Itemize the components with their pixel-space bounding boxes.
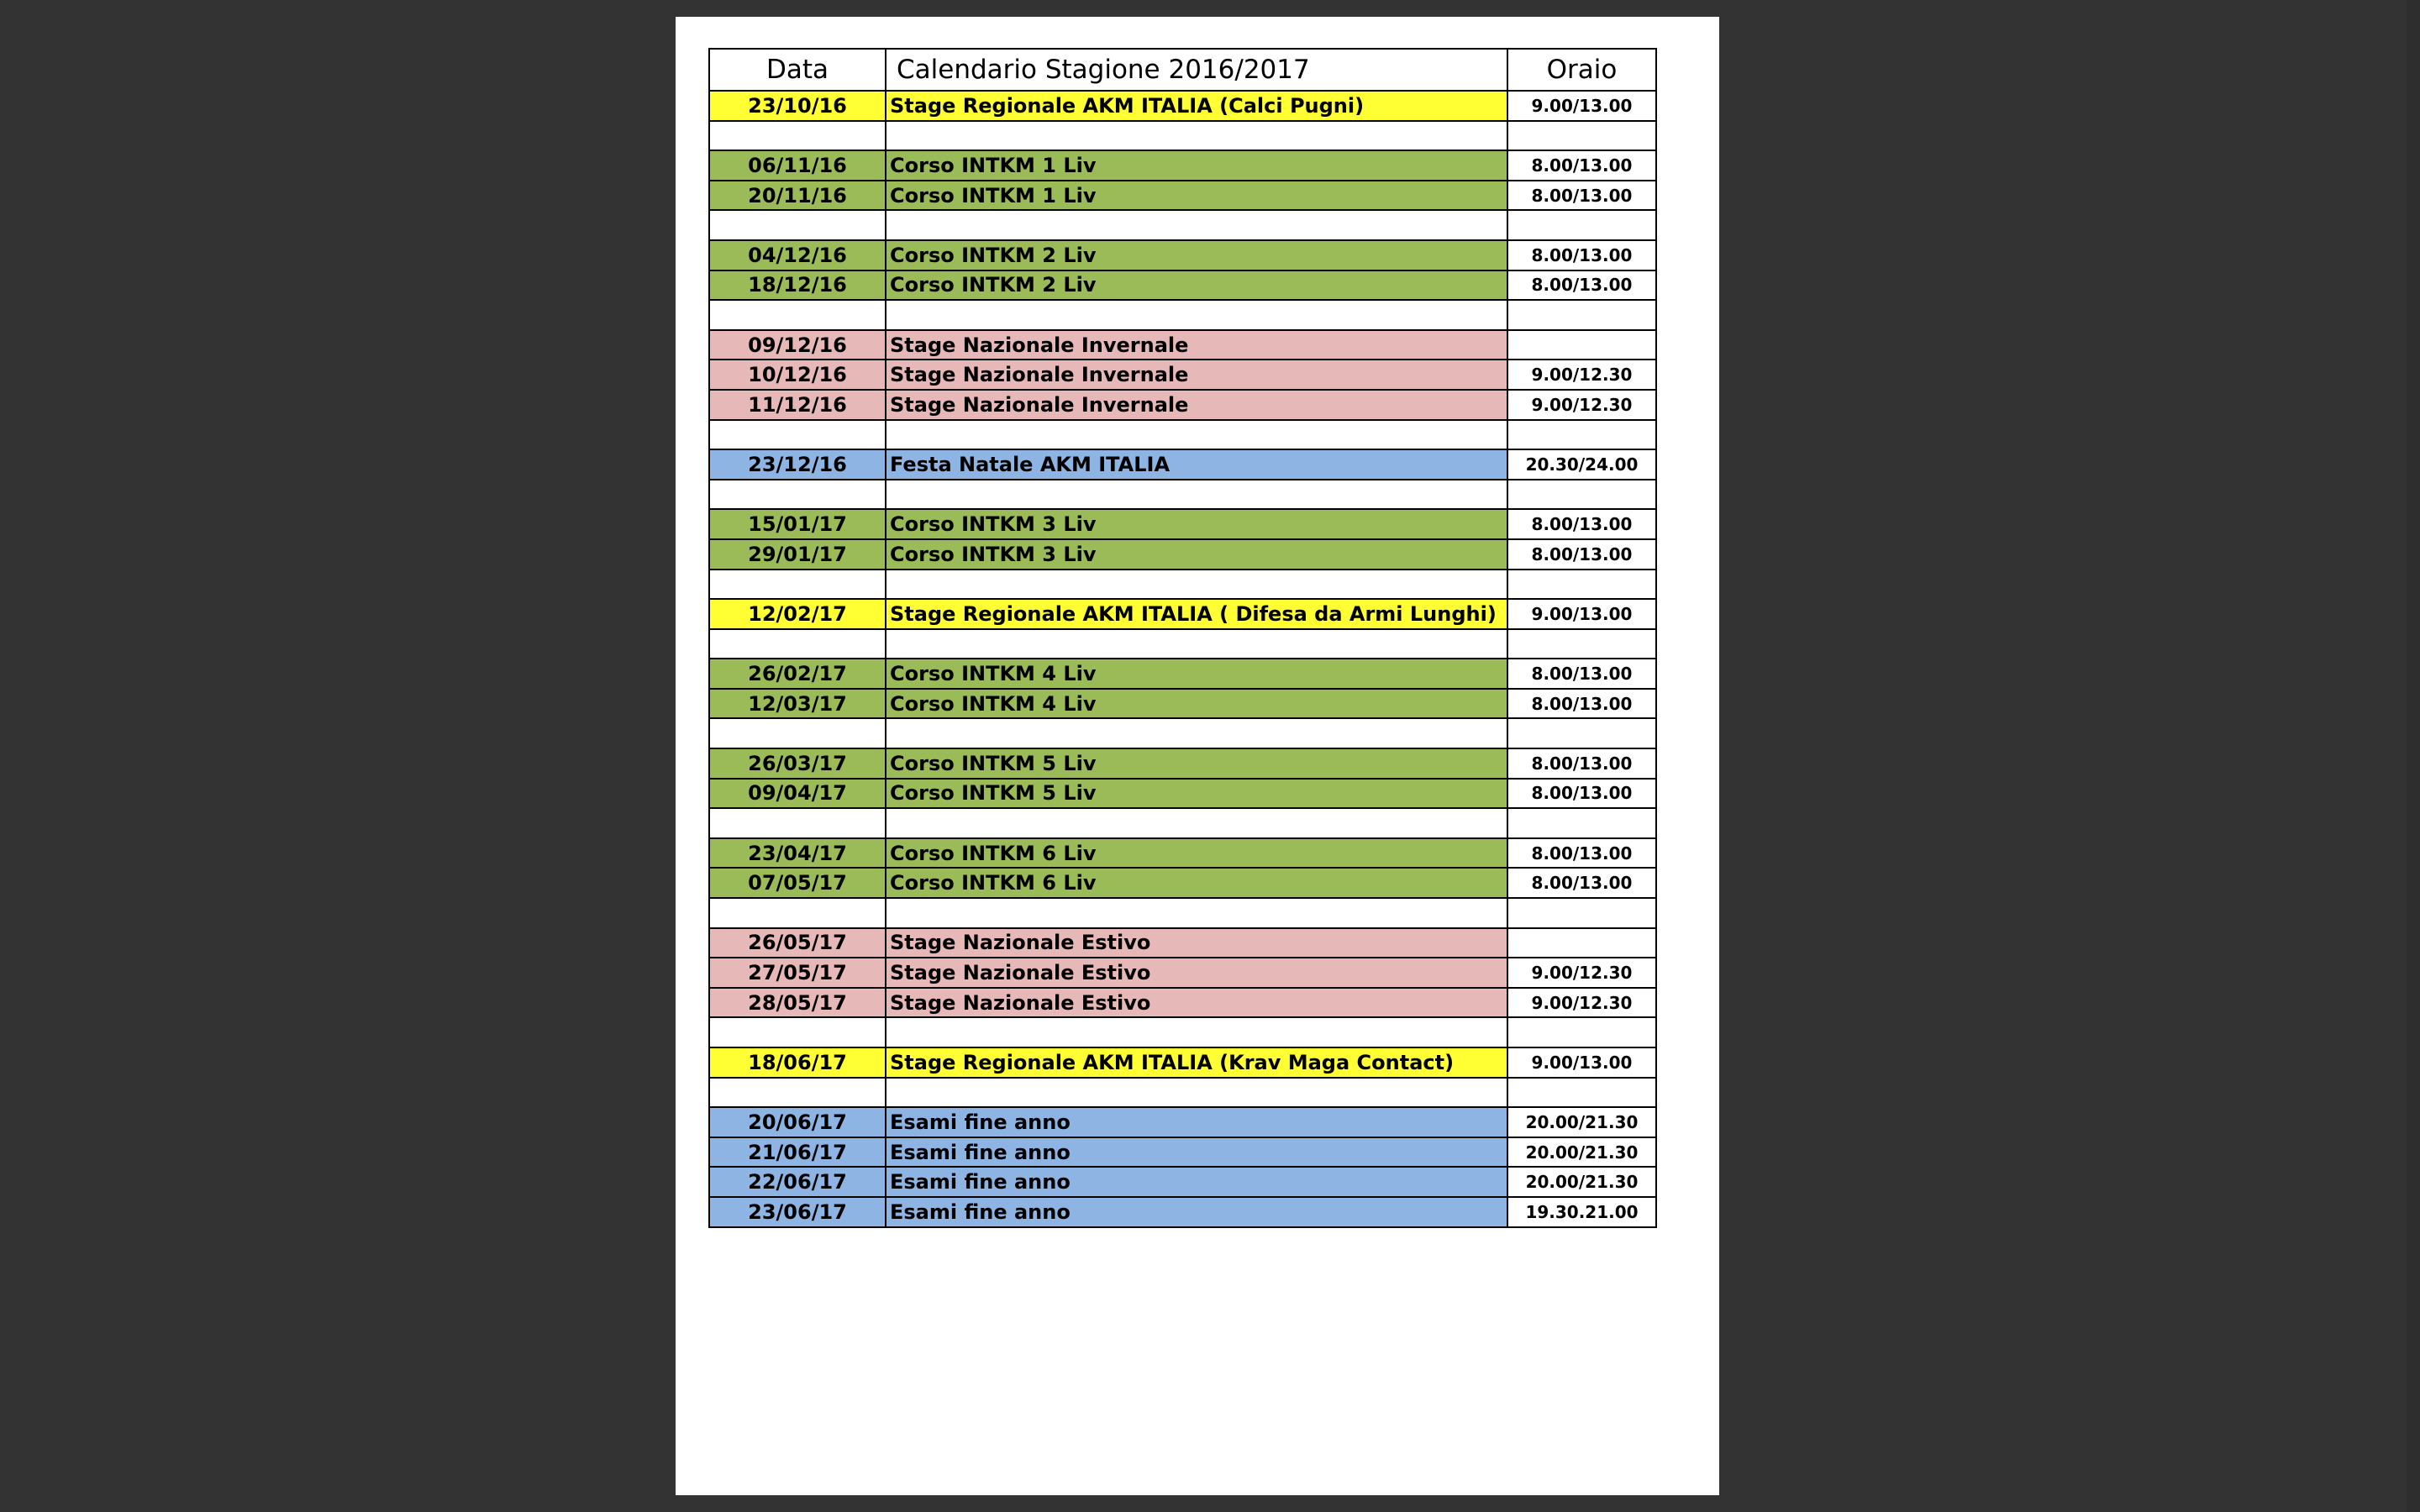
event-cell: Corso INTKM 3 Liv — [886, 539, 1507, 570]
time-cell: 8.00/13.00 — [1507, 868, 1656, 898]
table-row — [709, 928, 1656, 958]
date-cell: 29/01/17 — [709, 539, 886, 570]
table-row — [709, 330, 1656, 360]
time-cell: 8.00/13.00 — [1507, 270, 1656, 301]
header-row — [709, 49, 1656, 91]
spacer-row — [709, 300, 1656, 330]
date-cell: 23/12/16 — [709, 449, 886, 480]
time-cell — [1507, 1078, 1656, 1108]
date-cell — [709, 718, 886, 748]
date-cell — [709, 300, 886, 330]
event-cell — [886, 300, 1507, 330]
time-cell — [1507, 420, 1656, 450]
table-row — [709, 659, 1656, 689]
date-cell — [709, 898, 886, 928]
event-cell: Corso INTKM 6 Liv — [886, 868, 1507, 898]
event-cell: Corso INTKM 6 Liv — [886, 838, 1507, 869]
time-cell: 8.00/13.00 — [1507, 659, 1656, 689]
table-row — [709, 748, 1656, 779]
header-title: Calendario Stagione 2016/2017 — [886, 49, 1507, 91]
event-cell: Stage Nazionale Estivo — [886, 958, 1507, 988]
event-cell: Corso INTKM 5 Liv — [886, 779, 1507, 809]
time-cell: 20.00/21.30 — [1507, 1167, 1656, 1197]
spacer-row — [709, 121, 1656, 151]
calendar-table — [708, 48, 1657, 1228]
table-row — [709, 150, 1656, 181]
date-cell: 23/10/16 — [709, 91, 886, 121]
event-cell: Festa Natale AKM ITALIA — [886, 449, 1507, 480]
event-cell: Corso INTKM 4 Liv — [886, 689, 1507, 719]
table-row — [709, 360, 1656, 390]
time-cell: 9.00/12.30 — [1507, 390, 1656, 420]
table-row — [709, 838, 1656, 869]
event-cell: Esami fine anno — [886, 1137, 1507, 1168]
date-cell: 28/05/17 — [709, 988, 886, 1018]
event-cell — [886, 121, 1507, 151]
table-row — [709, 1137, 1656, 1168]
table-row — [709, 1167, 1656, 1197]
time-cell: 8.00/13.00 — [1507, 539, 1656, 570]
time-cell — [1507, 718, 1656, 748]
time-cell: 9.00/13.00 — [1507, 91, 1656, 121]
table-row — [709, 779, 1656, 809]
header-time: Oraio — [1507, 49, 1656, 91]
date-cell: 09/12/16 — [709, 330, 886, 360]
header-date: Data — [709, 49, 886, 91]
event-cell: Stage Nazionale Estivo — [886, 988, 1507, 1018]
time-cell: 9.00/12.30 — [1507, 988, 1656, 1018]
event-cell: Esami fine anno — [886, 1197, 1507, 1227]
time-cell: 8.00/13.00 — [1507, 779, 1656, 809]
table-row — [709, 539, 1656, 570]
date-cell — [709, 629, 886, 659]
time-cell: 8.00/13.00 — [1507, 240, 1656, 270]
date-cell: 27/05/17 — [709, 958, 886, 988]
event-cell — [886, 808, 1507, 838]
spacer-row — [709, 210, 1656, 240]
event-cell: Esami fine anno — [886, 1167, 1507, 1197]
table-row — [709, 390, 1656, 420]
event-cell: Corso INTKM 5 Liv — [886, 748, 1507, 779]
table-row — [709, 689, 1656, 719]
date-cell: 20/06/17 — [709, 1107, 886, 1137]
spacer-row — [709, 718, 1656, 748]
document-page — [676, 17, 1719, 1495]
date-cell: 07/05/17 — [709, 868, 886, 898]
table-row — [709, 1197, 1656, 1227]
time-cell — [1507, 300, 1656, 330]
time-cell — [1507, 1017, 1656, 1047]
event-cell — [886, 210, 1507, 240]
date-cell: 04/12/16 — [709, 240, 886, 270]
event-cell — [886, 480, 1507, 510]
spacer-row — [709, 1078, 1656, 1108]
event-cell: Stage Nazionale Invernale — [886, 390, 1507, 420]
date-cell: 06/11/16 — [709, 150, 886, 181]
time-cell: 8.00/13.00 — [1507, 150, 1656, 181]
event-cell — [886, 420, 1507, 450]
time-cell: 20.30/24.00 — [1507, 449, 1656, 480]
time-cell: 9.00/13.00 — [1507, 1047, 1656, 1078]
time-cell: 8.00/13.00 — [1507, 181, 1656, 211]
event-cell — [886, 1017, 1507, 1047]
date-cell: 12/03/17 — [709, 689, 886, 719]
spacer-row — [709, 629, 1656, 659]
time-cell: 19.30.21.00 — [1507, 1197, 1656, 1227]
event-cell: Corso INTKM 2 Liv — [886, 270, 1507, 301]
date-cell: 20/11/16 — [709, 181, 886, 211]
event-cell: Stage Regionale AKM ITALIA ( Difesa da Armi Lunghi) — [886, 599, 1507, 629]
date-cell — [709, 121, 886, 151]
time-cell — [1507, 898, 1656, 928]
time-cell — [1507, 808, 1656, 838]
event-cell: Stage Regionale AKM ITALIA (Calci Pugni) — [886, 91, 1507, 121]
time-cell: 9.00/12.30 — [1507, 360, 1656, 390]
date-cell: 21/06/17 — [709, 1137, 886, 1168]
event-cell: Stage Nazionale Invernale — [886, 360, 1507, 390]
date-cell — [709, 1078, 886, 1108]
table-row — [709, 270, 1656, 301]
time-cell: 8.00/13.00 — [1507, 748, 1656, 779]
event-cell: Corso INTKM 3 Liv — [886, 509, 1507, 539]
time-cell: 8.00/13.00 — [1507, 509, 1656, 539]
event-cell: Corso INTKM 4 Liv — [886, 659, 1507, 689]
time-cell — [1507, 928, 1656, 958]
table-row — [709, 599, 1656, 629]
spacer-row — [709, 808, 1656, 838]
date-cell — [709, 808, 886, 838]
time-cell: 9.00/13.00 — [1507, 599, 1656, 629]
date-cell: 15/01/17 — [709, 509, 886, 539]
date-cell — [709, 210, 886, 240]
date-cell: 09/04/17 — [709, 779, 886, 809]
time-cell — [1507, 121, 1656, 151]
time-cell — [1507, 330, 1656, 360]
date-cell: 26/02/17 — [709, 659, 886, 689]
date-cell — [709, 420, 886, 450]
date-cell: 26/03/17 — [709, 748, 886, 779]
event-cell — [886, 570, 1507, 600]
event-cell: Stage Nazionale Estivo — [886, 928, 1507, 958]
spacer-row — [709, 420, 1656, 450]
table-row — [709, 1047, 1656, 1078]
date-cell — [709, 570, 886, 600]
spacer-row — [709, 480, 1656, 510]
date-cell — [709, 480, 886, 510]
time-cell: 20.00/21.30 — [1507, 1107, 1656, 1137]
date-cell: 12/02/17 — [709, 599, 886, 629]
time-cell — [1507, 570, 1656, 600]
date-cell: 18/06/17 — [709, 1047, 886, 1078]
event-cell: Corso INTKM 1 Liv — [886, 150, 1507, 181]
event-cell: Stage Regionale AKM ITALIA (Krav Maga Contact) — [886, 1047, 1507, 1078]
date-cell: 26/05/17 — [709, 928, 886, 958]
date-cell: 23/04/17 — [709, 838, 886, 869]
date-cell: 23/06/17 — [709, 1197, 886, 1227]
spacer-row — [709, 570, 1656, 600]
date-cell: 18/12/16 — [709, 270, 886, 301]
table-row — [709, 958, 1656, 988]
time-cell — [1507, 629, 1656, 659]
event-cell: Corso INTKM 2 Liv — [886, 240, 1507, 270]
event-cell — [886, 629, 1507, 659]
time-cell — [1507, 210, 1656, 240]
calendar-body — [709, 91, 1656, 1227]
vertical-scrollbar[interactable] — [2407, 0, 2420, 1512]
date-cell: 22/06/17 — [709, 1167, 886, 1197]
table-row — [709, 91, 1656, 121]
time-cell: 9.00/12.30 — [1507, 958, 1656, 988]
table-row — [709, 449, 1656, 480]
date-cell — [709, 1017, 886, 1047]
spacer-row — [709, 898, 1656, 928]
event-cell — [886, 718, 1507, 748]
table-row — [709, 1107, 1656, 1137]
event-cell — [886, 898, 1507, 928]
table-row — [709, 181, 1656, 211]
time-cell: 8.00/13.00 — [1507, 689, 1656, 719]
spacer-row — [709, 1017, 1656, 1047]
table-row — [709, 988, 1656, 1018]
table-row — [709, 240, 1656, 270]
event-cell: Stage Nazionale Invernale — [886, 330, 1507, 360]
date-cell: 11/12/16 — [709, 390, 886, 420]
table-row — [709, 868, 1656, 898]
event-cell — [886, 1078, 1507, 1108]
event-cell: Corso INTKM 1 Liv — [886, 181, 1507, 211]
time-cell: 8.00/13.00 — [1507, 838, 1656, 869]
time-cell: 20.00/21.30 — [1507, 1137, 1656, 1168]
time-cell — [1507, 480, 1656, 510]
table-row — [709, 509, 1656, 539]
date-cell: 10/12/16 — [709, 360, 886, 390]
event-cell: Esami fine anno — [886, 1107, 1507, 1137]
